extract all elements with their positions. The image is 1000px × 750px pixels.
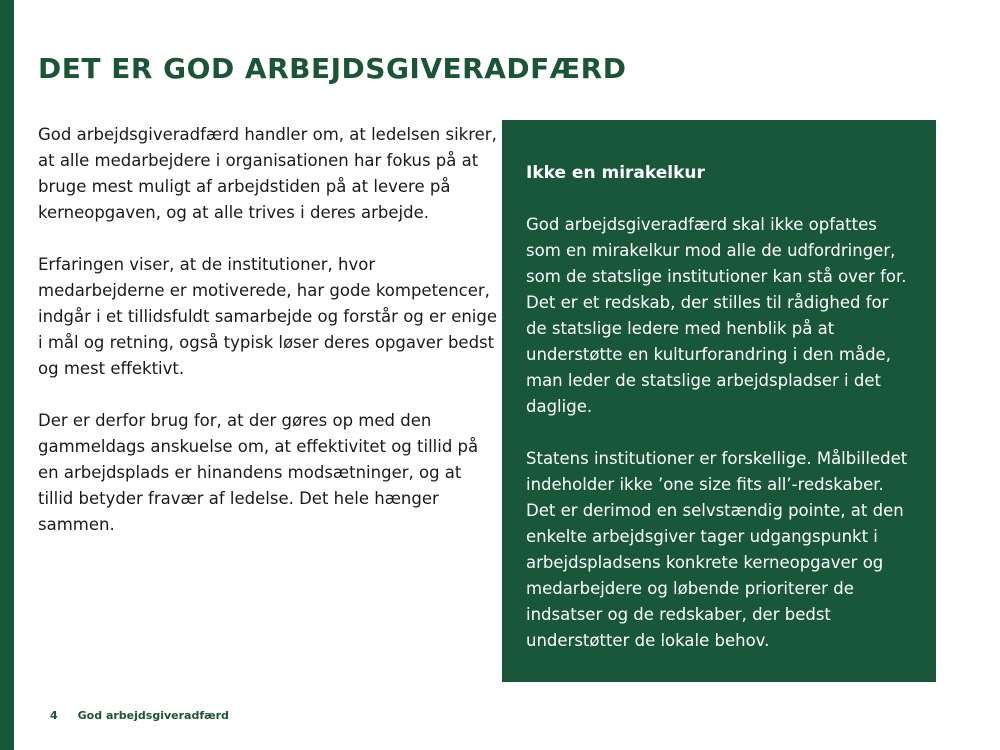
callout-paragraph: Statens institutioner er forskellige. Målbilledet indeholder ikke ’one size fits all’-redskaber. Det er derimod en selvstændig pointe, at den enkelte arbejdsgiver tager udgangspunkt i arbejdspladsens konkrete kerneopgaver og medarbejdere og løbende prioriterer de indsatser og de redskaber, der bedst understøtter de lokale behov. — [526, 449, 908, 650]
left-accent-bar — [0, 0, 14, 750]
callout-box — [502, 120, 936, 682]
page-title: DET ER GOD ARBEJDSGIVERADFÆRD — [38, 52, 627, 85]
footer-label: God arbejdsgiveradfærd — [77, 709, 229, 722]
body-paragraph: Der er derfor brug for, at der gøres op med den gammeldags anskuelse om, at effektivitet og tillid på en arbejdsplads er hinandens modsætninger, og at tillid betyder fravær af ledelse. Det hele hænger sammen. — [38, 411, 479, 534]
body-paragraph: God arbejdsgiveradfærd handler om, at ledelsen sikrer, at alle medarbejdere i organisationen har fokus på at bruge mest muligt af arbejdstiden på at levere på kerneopgaven, og at alle trives i deres arbejde. — [38, 125, 497, 222]
callout-heading: Ikke en mirakelkur — [526, 163, 705, 183]
page-number: 4 — [50, 709, 58, 722]
callout-paragraph: God arbejdsgiveradfærd skal ikke opfattes som en mirakelkur mod alle de udfordringer, som de statslige institutioner kan stå over for. Det er et redskab, der stilles til rådighed for de statslige ledere med henblik på at understøtte en kulturforandring i den måde, man leder de statslige arbejdspladser i det daglige. — [526, 215, 907, 416]
footer — [50, 709, 229, 722]
body-paragraph: Erfaringen viser, at de institutioner, hvor medarbejderne er motiverede, har gode kompetencer, indgår i et tillidsfuldt samarbejde og forstår og er enige i mål og retning, også typisk løser deres opgaver bedst og mest effektivt. — [38, 255, 498, 378]
body-column — [38, 122, 498, 538]
